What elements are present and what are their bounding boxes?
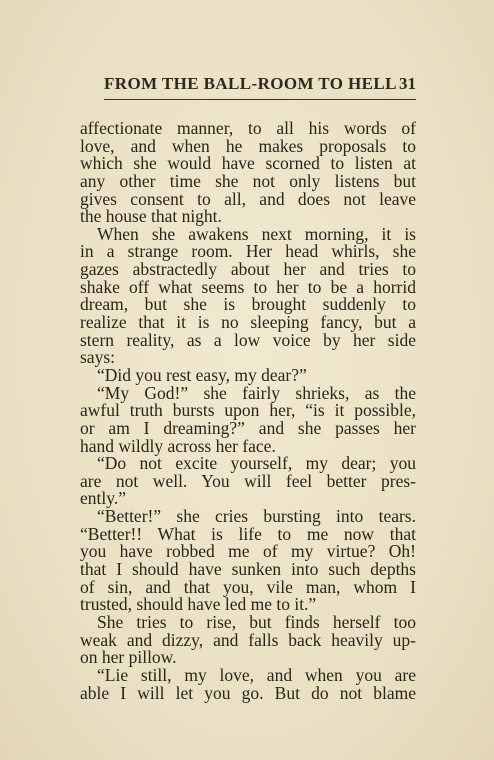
text-line: When she awakens next morning, it is <box>97 223 416 244</box>
header-rule <box>104 99 416 100</box>
page-header <box>104 74 416 98</box>
text-line: “Did you rest easy, my dear?” <box>97 364 307 385</box>
text-line: dream, but she is brought suddenly to <box>80 294 416 315</box>
text-line: any other time she not only listens but <box>80 170 416 191</box>
text-line: hand wildly across her face. <box>80 435 276 456</box>
body-text <box>80 120 416 702</box>
text-line: realize that it is no sleeping fancy, but a <box>80 312 416 333</box>
page-number: 31 <box>399 74 416 93</box>
text-line: says: <box>80 347 115 368</box>
text-line: awful truth bursts upon her, “is it possible, <box>80 400 416 421</box>
text-line: weak and dizzy, and falls back heavily up- <box>80 629 416 650</box>
running-head: FROM THE BALL-ROOM TO HELL <box>104 74 397 93</box>
text-line: trusted, should have led me to it.” <box>80 594 317 615</box>
text-line: “My God!” she fairly shrieks, as the <box>97 382 416 403</box>
text-line: on her pillow. <box>80 647 177 668</box>
text-line: She tries to rise, but finds herself too <box>97 611 416 632</box>
text-line: “Better!! What is life to me now that <box>80 523 416 544</box>
text-line: in a strange room. Her head whirls, she <box>80 241 416 262</box>
text-line: are not well. You will feel better pres- <box>80 470 416 491</box>
text-line: the house that night. <box>80 206 222 227</box>
text-line: able I will let you go. But do not blame <box>80 682 416 703</box>
text-line: “Do not excite yourself, my dear; you <box>97 453 416 474</box>
text-line: “Better!” she cries bursting into tears. <box>97 506 416 527</box>
text-line: or am I dreaming?” and she passes her <box>80 417 416 438</box>
text-line: affectionate manner, to all his words of <box>80 118 416 138</box>
text-line: “Lie still, my love, and when you are <box>97 664 416 685</box>
text-line: which she would have scorned to listen at <box>80 153 416 174</box>
text-line: stern reality, as a low voice by her side <box>80 329 416 350</box>
text-line: gives consent to all, and does not leave <box>80 188 416 209</box>
text-line: gazes abstractedly about her and tries to <box>80 259 416 280</box>
text-line: you have robbed me of my virtue? Oh! <box>80 541 416 562</box>
text-line: that I should have sunken into such depths <box>80 559 416 580</box>
text-line: ently.” <box>80 488 126 509</box>
text-line: shake off what seems to her to be a horrid <box>80 276 416 297</box>
text-line: of sin, and that you, vile man, whom I <box>80 576 416 597</box>
text-line: love, and when he makes proposals to <box>80 135 416 156</box>
